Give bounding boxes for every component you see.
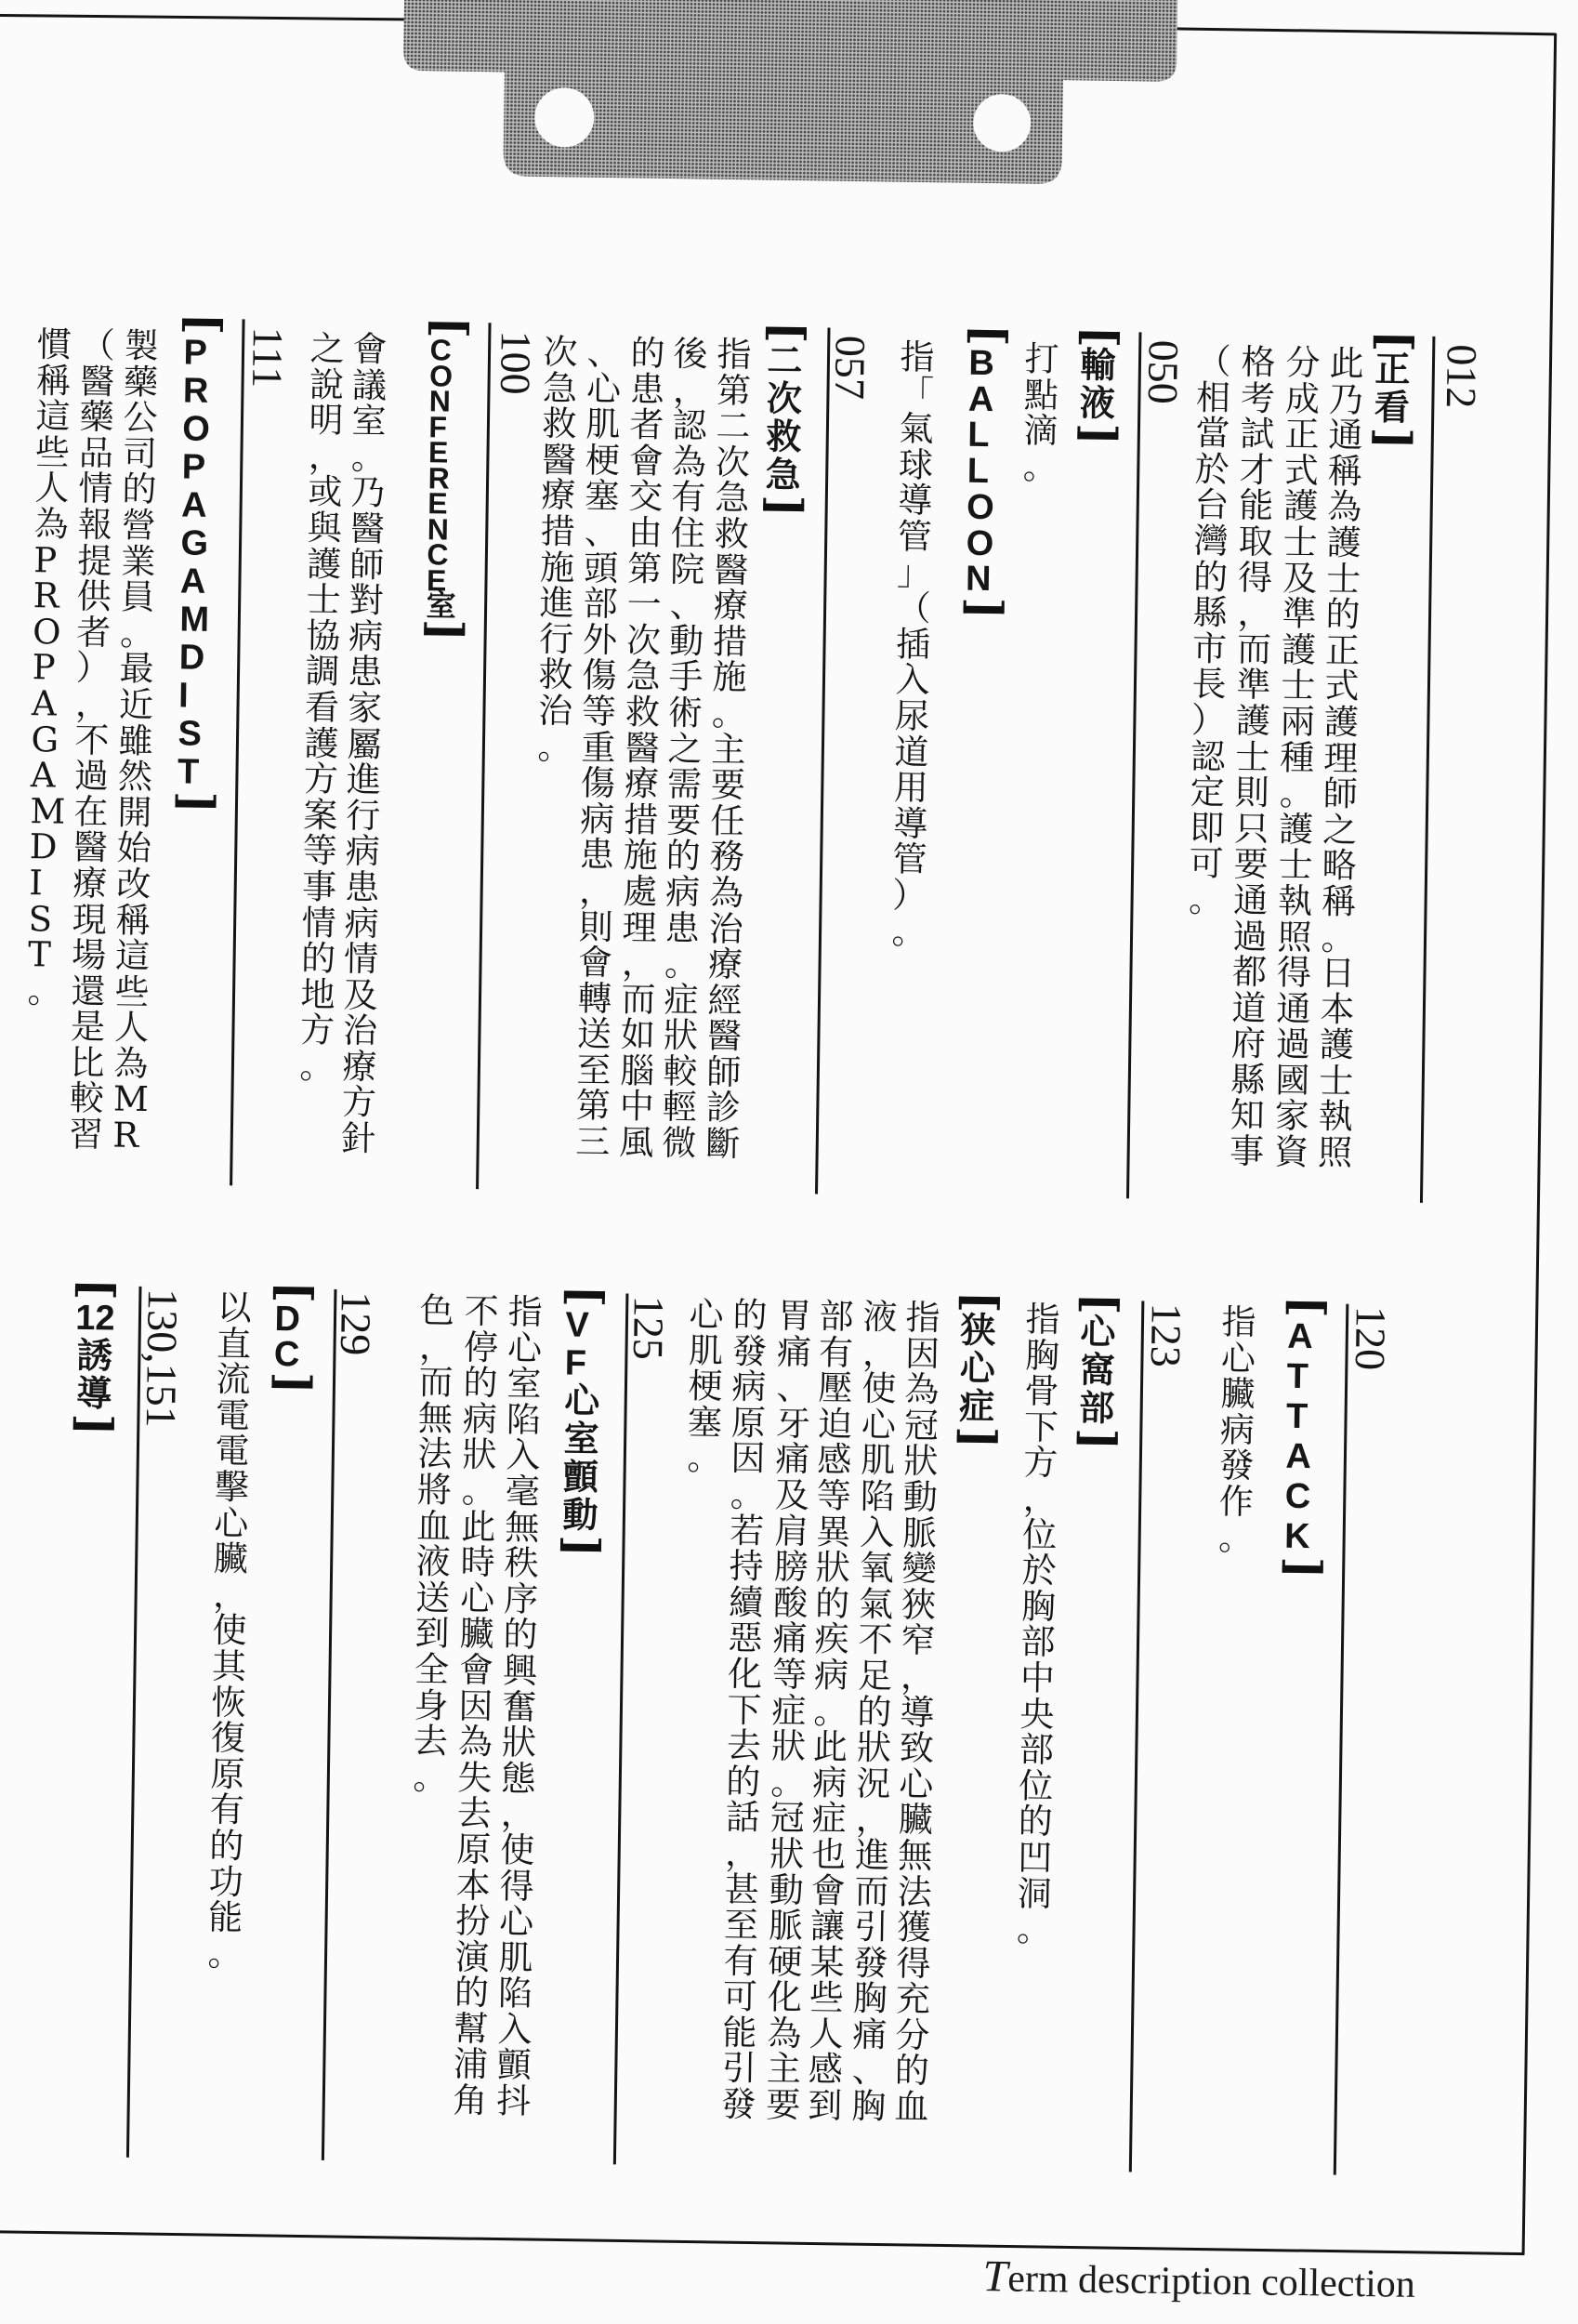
term-description-line: 之說明，或與護士協調看護方案等事情的地方。 [299, 328, 345, 1087]
frame-right-line [1523, 33, 1556, 2255]
page-ref-number: 120 [1346, 1305, 1395, 1371]
term-description-line: 會議室。乃醫師對病患家屬進行病患病情及治療方針 [341, 329, 388, 1159]
term-description-line: 液，使心肌陷入氧氣不足的狀況，進而引發胸痛、胸 [850, 1297, 898, 2127]
term-heading: 12誘導 [73, 1284, 116, 1431]
term-heading: DC [273, 1287, 276, 1388]
term-description-line: 心肌梗塞。 [687, 1294, 724, 1479]
page-ref-number: 125 [624, 1295, 673, 1361]
entry-divider [1130, 1301, 1143, 2172]
entry-divider [1127, 332, 1140, 1198]
term-description-line: 的患者會交由第一次急救醫療措施處理，而如腦中風 [618, 333, 665, 1163]
entry-divider [231, 319, 244, 1185]
term-description-line: 指心室陷入毫無秩序的興奮狀態，使得心肌陷入顫抖 [496, 1291, 543, 2122]
page-ref-number: 100 [491, 330, 540, 396]
entry-divider [614, 1293, 627, 2164]
page-ref-number: 123 [1141, 1302, 1190, 1368]
term-description-line: 慣稱這些人為PROPAGAMDIST。 [27, 324, 72, 1011]
term-heading: ATTACK [1284, 1301, 1289, 1573]
term-description-line: 部有壓迫感等異狀的疾病。此病症也會讓某些人感到 [807, 1296, 854, 2126]
frame-top-left-line [0, 13, 404, 21]
page-ref-number: 050 [1138, 339, 1188, 405]
term-heading: VF 心室顫動 [562, 1291, 567, 1552]
term-description-line: 指心臟病發作。 [1217, 1301, 1256, 1558]
entry-divider [817, 328, 830, 1195]
term-description-line: 胃痛、牙痛及肩膀酸痛等症狀。冠狀動脈硬化為主要 [765, 1295, 812, 2126]
entry-divider [1421, 337, 1434, 1203]
term-description-line: （相當於台灣的縣市長）認定即可。 [1188, 341, 1231, 920]
term-description-line: 以直流電電擊心臟，使其恢復原有的功能。 [207, 1287, 252, 1974]
term-description-line: 指「氣球導管」（插入尿道用導管）。 [891, 337, 935, 952]
term-description-line: 格考試才能取得，而準護士則只要通過都道府縣知事 [1229, 341, 1276, 1172]
term-description-line: 此乃通稱為護士的正式護理師之略稱。日本護士執照 [1317, 343, 1364, 1173]
entry-divider [322, 1289, 335, 2160]
term-description-line: 後，認為有住院、動手術之需要的病患。症狀較輕微 [661, 334, 708, 1164]
term-description-line: 不停的病狀。此時心臟會因為失去原本扮演的幫浦角 [453, 1290, 499, 2121]
term-heading: 狭心症 [959, 1297, 962, 1443]
entry-divider [478, 323, 491, 1189]
frame-bottom-line [0, 2231, 1524, 2254]
page-footer-title: Term description collection [982, 2251, 1416, 2306]
page-ref-number: 057 [825, 335, 874, 401]
clipboard-clip-icon [401, 0, 1178, 186]
term-description-line: 的發病原因。若持續惡化下去的話，甚至有可能引發 [720, 1295, 768, 2125]
term-heading: BALLOON [966, 330, 970, 614]
term-description-line: 分成正式護士及準護士兩種。護士執照得通過國家資 [1273, 342, 1321, 1173]
term-description-line: 指因為冠狀動脈變狹窄，導致心臟無法獲得充分的血 [893, 1297, 940, 2128]
term-heading: 正看 [1374, 336, 1376, 443]
page-ref-number: 012 [1437, 344, 1486, 409]
term-description-line: 打點滴。 [1022, 338, 1059, 487]
term-heading: 二次救急 [765, 327, 769, 511]
term-heading: CONFERENCE室 [426, 322, 431, 634]
term-description-line: 製藥公司的營業員。最近雖然開始改稱這些人為MR [112, 325, 159, 1155]
term-heading: 輸液 [1079, 331, 1082, 439]
frame-top-right-line [1177, 29, 1556, 34]
term-heading: 心窩部 [1079, 1299, 1082, 1445]
page-ref-number: 129 [331, 1290, 380, 1356]
term-description-line: 指胸骨下方，位於胸部中央部位的凹洞。 [1016, 1299, 1060, 1950]
term-description-line: 色，而無法將血液送到全身去。 [413, 1290, 454, 1798]
entry-divider [1335, 1304, 1348, 2175]
term-description-line: （醫藥品情報提供者），不過在醫療現場還是比較習 [69, 324, 115, 1155]
page-ref-number: 130,151 [137, 1287, 187, 1429]
term-heading: PROPAGAMDIST [177, 318, 185, 807]
page-ref-number: 111 [243, 326, 292, 389]
term-description-line: 次急救醫療措施進行救治。 [537, 332, 578, 768]
term-description-line: 指第二次急救醫療措施。主要任務為治療經醫師診斷 [704, 334, 752, 1165]
term-description-line: 、心肌梗塞、頭部外傷等重傷病患，則會轉送至第三 [574, 332, 622, 1163]
